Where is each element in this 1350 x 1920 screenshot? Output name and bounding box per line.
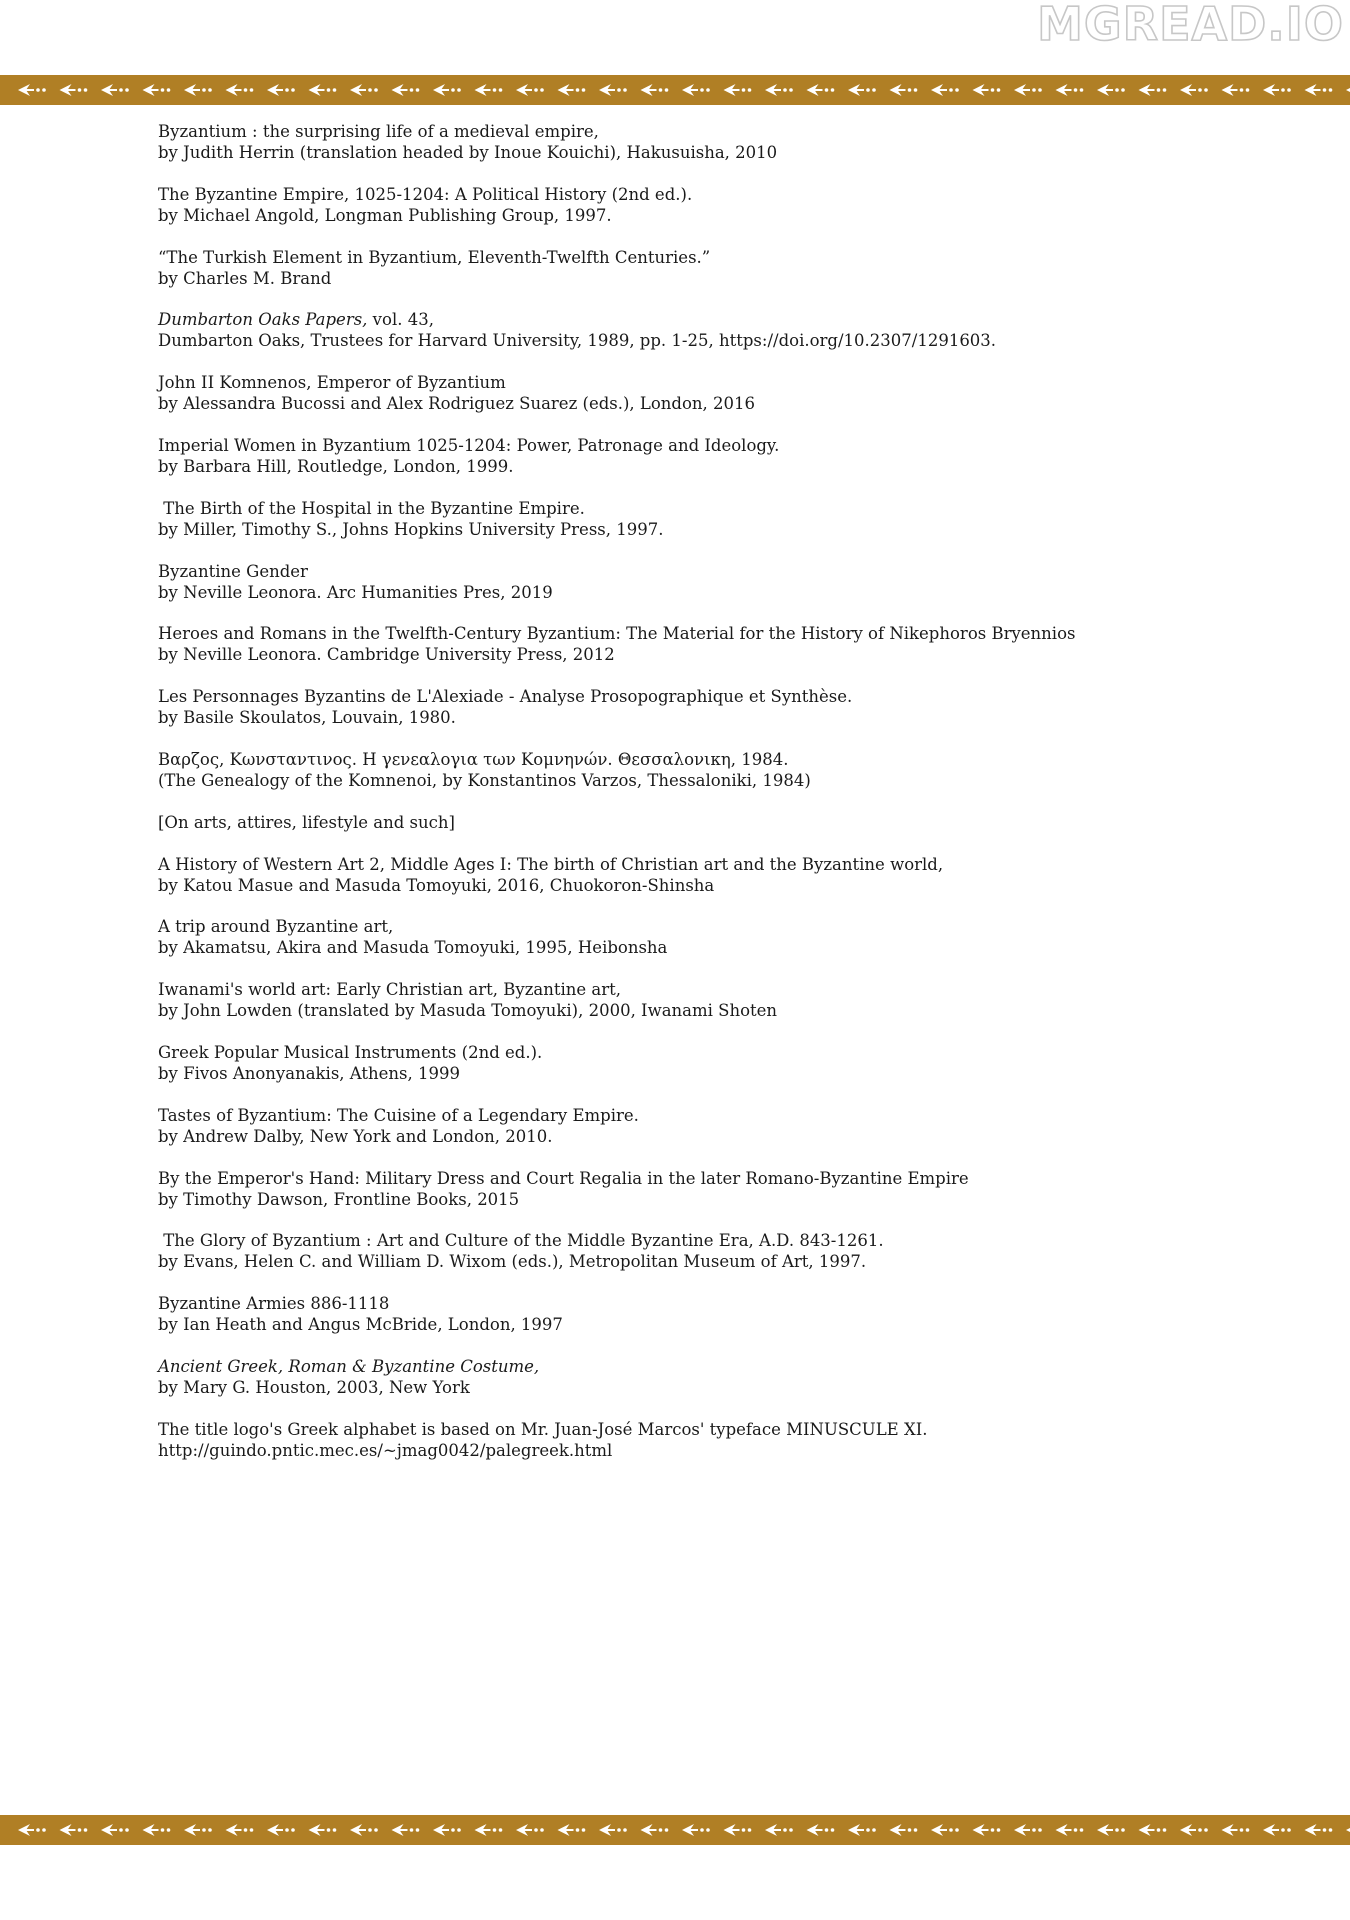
site-watermark: MGREAD.IO bbox=[1037, 0, 1344, 51]
reference-entry bbox=[158, 498, 1238, 540]
reference-details: by John Lowden (translated by Masuda Tomoyuki), 2000, Iwanami Shoten bbox=[158, 1001, 778, 1021]
reference-entry bbox=[158, 1356, 1238, 1398]
border-pattern-top bbox=[0, 75, 1350, 105]
reference-details: by Barbara Hill, Routledge, London, 1999. bbox=[158, 456, 514, 476]
border-pattern-bottom bbox=[0, 1815, 1350, 1845]
reference-details: (The Genealogy of the Komnenoi, by Konstantinos Varzos, Thessaloniki, 1984) bbox=[158, 770, 811, 790]
reference-details: by Miller, Timothy S., Johns Hopkins University Press, 1997. bbox=[158, 519, 664, 539]
decorative-border-top bbox=[0, 75, 1350, 105]
reference-title: Imperial Women in Byzantium 1025-1204: Power, Patronage and Ideology. bbox=[158, 435, 780, 455]
journal-volume: vol. 43, bbox=[367, 310, 434, 330]
reference-entry bbox=[158, 1168, 1238, 1210]
reference-title: Heroes and Romans in the Twelfth-Century Byzantium: The Material for the History of Nikephoros Bryennios bbox=[158, 624, 1076, 644]
reference-details: by Katou Masue and Masuda Tomoyuki, 2016, Chuokoron-Shinsha bbox=[158, 875, 715, 895]
reference-details: by Basile Skoulatos, Louvain, 1980. bbox=[158, 708, 456, 728]
reference-details: by Akamatsu, Akira and Masuda Tomoyuki, 1995, Heibonsha bbox=[158, 938, 668, 958]
reference-entry bbox=[158, 749, 1238, 791]
reference-details: by Ian Heath and Angus McBride, London, 1997 bbox=[158, 1315, 563, 1335]
reference-entry bbox=[158, 1419, 1238, 1461]
reference-details: by Michael Angold, Longman Publishing Group, 1997. bbox=[158, 205, 612, 225]
reference-entry bbox=[158, 1105, 1238, 1147]
reference-entry bbox=[158, 854, 1238, 896]
reference-entry bbox=[158, 372, 1238, 414]
reference-title: The Birth of the Hospital in the Byzantine Empire. bbox=[158, 498, 585, 518]
reference-entry bbox=[158, 309, 1238, 351]
journal-title: Dumbarton Oaks Papers, bbox=[158, 310, 368, 330]
reference-details: by Neville Leonora. Cambridge University Press, 2012 bbox=[158, 645, 615, 665]
reference-title: By the Emperor's Hand: Military Dress and Court Regalia in the later Romano-Byzantine Empire bbox=[158, 1168, 969, 1188]
reference-title: The Byzantine Empire, 1025-1204: A Political History (2nd ed.). bbox=[158, 184, 693, 204]
section-heading-text: [On arts, attires, lifestyle and such] bbox=[158, 812, 455, 832]
reference-details: by Fivos Anonyanakis, Athens, 1999 bbox=[158, 1063, 461, 1083]
reference-title: Ancient Greek, Roman & Byzantine Costume, bbox=[158, 1356, 540, 1376]
reference-title: Greek Popular Musical Instruments (2nd ed.). bbox=[158, 1042, 543, 1062]
reference-entry bbox=[158, 1293, 1238, 1335]
reference-title: Byzantine Gender bbox=[158, 561, 308, 581]
reference-details: by Charles M. Brand bbox=[158, 268, 332, 288]
reference-entry bbox=[158, 1230, 1238, 1272]
reference-title: The Glory of Byzantium : Art and Culture of the Middle Byzantine Era, A.D. 843-1261. bbox=[158, 1231, 884, 1251]
reference-title: John II Komnenos, Emperor of Byzantium bbox=[158, 373, 506, 393]
reference-title: A History of Western Art 2, Middle Ages I: The birth of Christian art and the Byzantine world, bbox=[158, 854, 944, 874]
reference-details: by Neville Leonora. Arc Humanities Pres, 2019 bbox=[158, 582, 553, 602]
reference-title: Les Personnages Byzantins de L'Alexiade - Analyse Prosopographique et Synthèse. bbox=[158, 687, 853, 707]
reference-list bbox=[158, 121, 1238, 1482]
section-heading bbox=[158, 812, 1238, 833]
reference-title: Byzantium : the surprising life of a medieval empire, bbox=[158, 122, 599, 141]
reference-details: by Timothy Dawson, Frontline Books, 2015 bbox=[158, 1189, 520, 1209]
reference-details: by Mary G. Houston, 2003, New York bbox=[158, 1377, 470, 1397]
decorative-border-bottom bbox=[0, 1815, 1350, 1845]
reference-title: “The Turkish Element in Byzantium, Eleventh-Twelfth Centuries.” bbox=[158, 247, 711, 267]
reference-entry bbox=[158, 247, 1238, 289]
reference-details: by Judith Herrin (translation headed by Inoue Kouichi), Hakusuisha, 2010 bbox=[158, 143, 778, 162]
reference-entry bbox=[158, 121, 1238, 163]
reference-details: by Andrew Dalby, New York and London, 2010. bbox=[158, 1126, 553, 1146]
reference-details: Dumbarton Oaks, Trustees for Harvard University, 1989, pp. 1-25, https://doi.org/10.2307/1291603. bbox=[158, 331, 997, 351]
reference-entry bbox=[158, 184, 1238, 226]
reference-title: Βαρζος, Κωνσταντινος. Η γενεαλογια των Κομνηνών. Θεσσαλονικη, 1984. bbox=[158, 749, 789, 769]
reference-title: Byzantine Armies 886-1118 bbox=[158, 1294, 390, 1314]
reference-title: Tastes of Byzantium: The Cuisine of a Legendary Empire. bbox=[158, 1105, 639, 1125]
reference-details: by Evans, Helen C. and William D. Wixom (eds.), Metropolitan Museum of Art, 1997. bbox=[158, 1252, 867, 1272]
reference-entry bbox=[158, 1042, 1238, 1084]
credit-url: http://guindo.pntic.mec.es/~jmag0042/palegreek.html bbox=[158, 1440, 613, 1460]
reference-details: by Alessandra Bucossi and Alex Rodriguez Suarez (eds.), London, 2016 bbox=[158, 394, 756, 414]
reference-entry bbox=[158, 916, 1238, 958]
reference-title: A trip around Byzantine art, bbox=[158, 917, 394, 937]
credit-note: The title logo's Greek alphabet is based on Mr. Juan-José Marcos' typeface MINUSCULE XI. bbox=[158, 1419, 928, 1439]
reference-entry bbox=[158, 686, 1238, 728]
reference-entry bbox=[158, 561, 1238, 603]
reference-entry bbox=[158, 435, 1238, 477]
reference-title: Iwanami's world art: Early Christian art, Byzantine art, bbox=[158, 980, 622, 1000]
reference-title bbox=[158, 309, 1238, 330]
reference-entry bbox=[158, 623, 1238, 665]
reference-entry bbox=[158, 979, 1238, 1021]
